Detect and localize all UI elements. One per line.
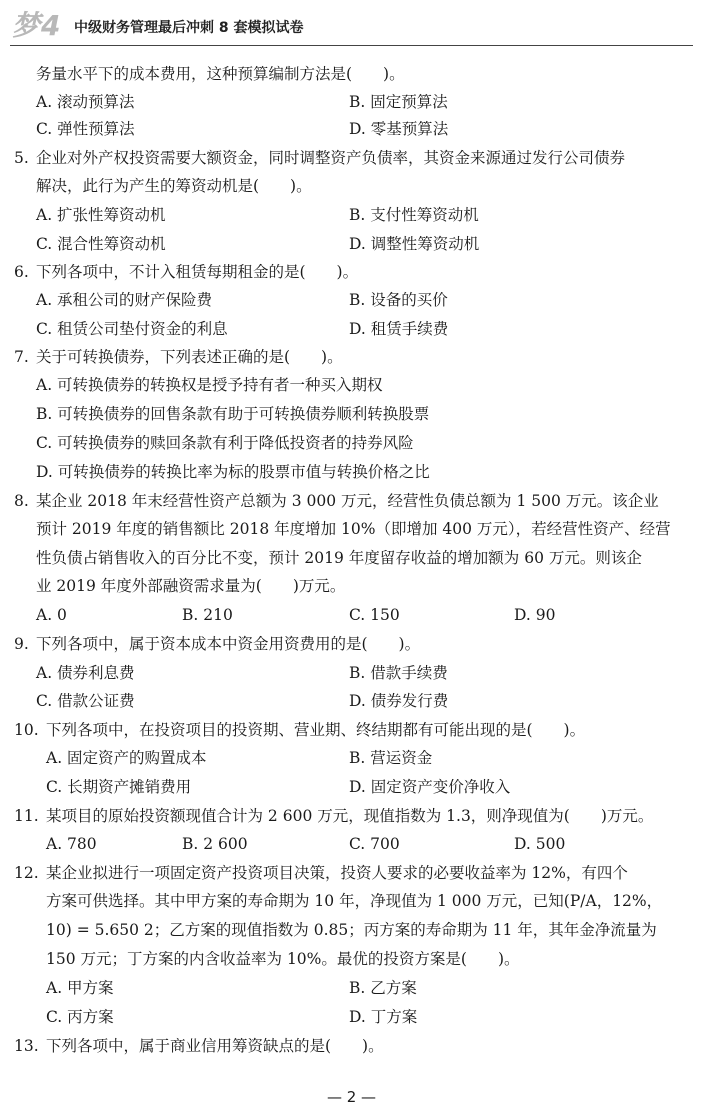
question-13-number: 13.: [14, 1037, 39, 1055]
question-7-line-1: 关于可转换债券，下列表述正确的是( )。: [36, 348, 343, 366]
q4-option-a: A. 滚动预算法: [36, 93, 135, 111]
q12-option-c: C. 丙方案: [46, 1008, 114, 1026]
q11-option-d: D. 500: [514, 835, 566, 853]
q9-option-a: A. 债券利息费: [36, 664, 135, 682]
question-4-tail: 务量水平下的成本费用，这种预算编制方法是( )。: [36, 65, 405, 83]
question-12-number: 12.: [14, 864, 39, 882]
q4-option-d: D. 零基预算法: [349, 120, 449, 138]
q11-option-c: C. 700: [349, 835, 400, 853]
question-12-line-1: 某企业拟进行一项固定资产投资项目决策，投资人要求的必要收益率为 12%，有四个: [46, 864, 628, 882]
q12-option-b: B. 乙方案: [349, 979, 417, 997]
question-8-line-4: 业 2019 年度外部融资需求量为( )万元。: [36, 577, 346, 595]
q11-option-b: B. 2 600: [182, 835, 248, 853]
q6-option-d: D. 租赁手续费: [349, 320, 449, 338]
question-11-line-1: 某项目的原始投资额现值合计为 2 600 万元，现值指数为 1.3，则净现值为( )万元。: [46, 807, 654, 825]
question-13-line-1: 下列各项中，属于商业信用筹资缺点的是( )。: [46, 1037, 384, 1055]
page-number: — 2 —: [326, 1088, 377, 1106]
question-7-number: 7.: [14, 348, 29, 366]
q5-option-c: C. 混合性筹资动机: [36, 235, 166, 253]
q5-option-a: A. 扩张性筹资动机: [36, 206, 166, 224]
question-8-number: 8.: [14, 492, 29, 510]
question-12-line-3: 10) = 5.650 2；乙方案的现值指数为 0.85；丙方案的寿命期为 11 年，其年金净流量为: [46, 921, 657, 939]
q11-option-a: A. 780: [46, 835, 97, 853]
q4-option-b: B. 固定预算法: [349, 93, 448, 111]
question-12-line-2: 方案可供选择。其中甲方案的寿命期为 10 年，净现值为 1 000 万元，已知(P/A，12%，: [46, 892, 663, 910]
q10-option-b: B. 营运资金: [349, 749, 433, 767]
q6-option-a: A. 承租公司的财产保险费: [36, 291, 213, 309]
q9-option-c: C. 借款公证费: [36, 692, 135, 710]
q7-option-c: C. 可转换债券的赎回条款有利于降低投资者的持券风险: [36, 434, 414, 452]
q6-option-c: C. 租赁公司垫付资金的利息: [36, 320, 228, 338]
q9-option-d: D. 债券发行费: [349, 692, 449, 710]
q5-option-b: B. 支付性筹资动机: [349, 206, 479, 224]
book-title: 中级财务管理最后冲刺 8 套模拟试卷: [74, 20, 304, 36]
q7-option-b: B. 可转换债券的回售条款有助于可转换债券顺利转换股票: [36, 405, 430, 423]
page-header: [0, 0, 703, 46]
q8-option-b: B. 210: [182, 606, 233, 624]
question-9-number: 9.: [14, 635, 29, 653]
question-8-line-2: 预计 2019 年度的销售额比 2018 年度增加 10%（即增加 400 万元），若经营性资产、经营: [36, 520, 671, 538]
q8-option-d: D. 90: [514, 606, 556, 624]
question-8-line-1: 某企业 2018 年末经营性资产总额为 3 000 万元，经营性负债总额为 1 500 万元。该企业: [36, 492, 659, 510]
q12-option-d: D. 丁方案: [349, 1008, 418, 1026]
q9-option-b: B. 借款手续费: [349, 664, 448, 682]
question-9-line-1: 下列各项中，属于资本成本中资金用资费用的是( )。: [36, 635, 421, 653]
q8-option-a: A. 0: [36, 606, 67, 624]
question-6-number: 6.: [14, 263, 29, 281]
q12-option-a: A. 甲方案: [46, 979, 114, 997]
question-5-line-1: 企业对外产权投资需要大额资金，同时调整资产负债率，其资金来源通过发行公司债券: [36, 149, 626, 167]
q10-option-c: C. 长期资产摊销费用: [46, 778, 192, 796]
question-11-number: 11.: [14, 807, 39, 825]
q10-option-a: A. 固定资产的购置成本: [46, 749, 207, 767]
question-12-line-4: 150 万元；丁方案的内含收益率为 10%。最优的投资方案是( )。: [46, 950, 520, 968]
q10-option-d: D. 固定资产变价净收入: [349, 778, 511, 796]
question-5-number: 5.: [14, 149, 29, 167]
q4-option-c: C. 弹性预算法: [36, 120, 135, 138]
q6-option-b: B. 设备的买价: [349, 291, 448, 309]
q8-option-c: C. 150: [349, 606, 400, 624]
brand-logo: 梦4: [12, 9, 62, 42]
q7-option-d: D. 可转换债券的转换比率为标的股票市值与转换价格之比: [36, 463, 430, 481]
question-6-line-1: 下列各项中，不计入租赁每期租金的是( )。: [36, 263, 359, 281]
question-5-line-2: 解决，此行为产生的筹资动机是( )。: [36, 177, 312, 195]
q5-option-d: D. 调整性筹资动机: [349, 235, 480, 253]
q7-option-a: A. 可转换债券的转换权是授予持有者一种买入期权: [36, 376, 383, 394]
question-8-line-3: 性负债占销售收入的百分比不变，预计 2019 年度留存收益的增加额为 60 万元。则该企: [36, 549, 642, 567]
header-rule: [10, 45, 693, 46]
question-10-line-1: 下列各项中，在投资项目的投资期、营业期、终结期都有可能出现的是( )。: [46, 721, 586, 739]
question-10-number: 10.: [14, 721, 39, 739]
